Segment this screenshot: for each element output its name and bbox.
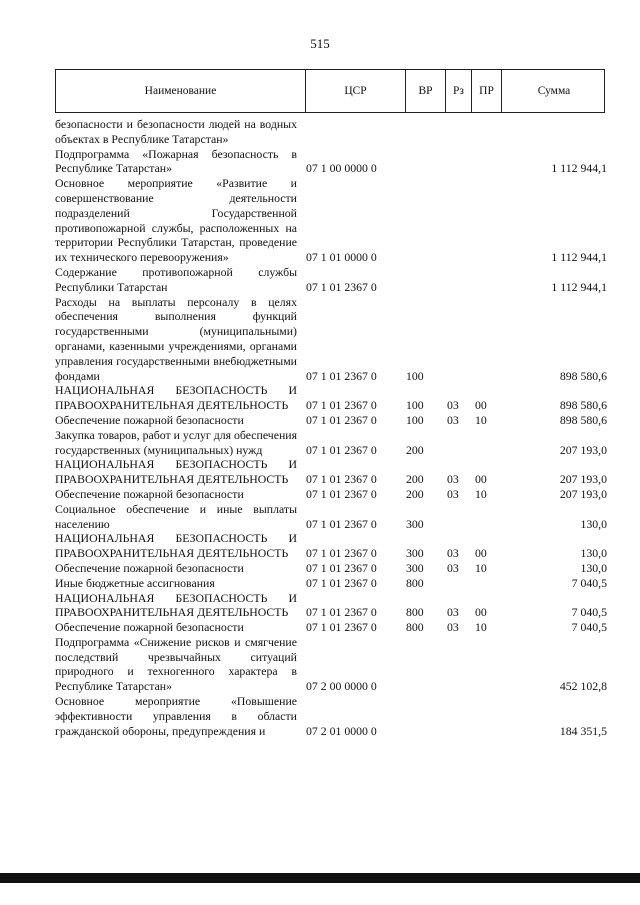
- row-sum: 898 580,6: [559, 398, 607, 413]
- row-vr: 100: [406, 398, 424, 413]
- row-pr: 00: [475, 605, 487, 620]
- row-pr: 10: [475, 620, 487, 635]
- header-sum: Сумма: [501, 70, 606, 112]
- table-body: [55, 117, 607, 738]
- table-row: [55, 117, 607, 147]
- header-csr: ЦСР: [305, 70, 405, 112]
- row-name: Обеспечение пожарной безопасности: [55, 486, 244, 501]
- header-vr: ВР: [405, 70, 445, 112]
- row-csr: 07 1 01 2367 0: [306, 412, 377, 427]
- row-sum: 452 102,8: [559, 679, 607, 694]
- table-row: [55, 591, 607, 621]
- row-vr: 800: [406, 605, 424, 620]
- row-csr: 07 2 01 0000 0: [306, 723, 377, 738]
- row-sum: 7 040,5: [571, 620, 607, 635]
- row-name: Основное мероприятие «Развитие и совершенствование деятельности подразделений Государственной противопожарной службы, расположенных на территории Республики Татарстан, проведение их технического перевооружения»: [55, 176, 297, 265]
- row-rz: 03: [447, 486, 459, 501]
- row-sum: 130,0: [580, 546, 607, 561]
- row-name: Обеспечение пожарной безопасности: [55, 412, 244, 427]
- row-name: НАЦИОНАЛЬНАЯ БЕЗОПАСНОСТЬ И ПРАВООХРАНИТЕЛЬНАЯ ДЕЯТЕЛЬНОСТЬ: [55, 383, 297, 413]
- table-row: [55, 383, 607, 413]
- row-csr: 07 1 01 2367 0: [306, 620, 377, 635]
- row-vr: 200: [406, 486, 424, 501]
- row-vr: 200: [406, 472, 424, 487]
- page-number: 515: [310, 36, 330, 51]
- row-csr: 07 1 01 2367 0: [306, 486, 377, 501]
- row-name: Основное мероприятие «Повышение эффективности управления в области гражданской обороны, предупреждения и: [55, 694, 297, 738]
- row-sum: 184 351,5: [559, 723, 607, 738]
- row-sum: 7 040,5: [571, 605, 607, 620]
- table-row: [55, 620, 607, 635]
- table-row: [55, 428, 607, 458]
- table-row: [55, 457, 607, 487]
- row-csr: 07 1 01 2367 0: [306, 546, 377, 561]
- row-name: Закупка товаров, работ и услуг для обеспечения государственных (муниципальных) нужд: [55, 427, 297, 457]
- row-csr: 07 1 00 0000 0: [306, 161, 377, 176]
- row-rz: 03: [447, 398, 459, 413]
- row-name: Обеспечение пожарной безопасности: [55, 620, 244, 635]
- table-row: [55, 531, 607, 561]
- row-sum: 7 040,5: [571, 575, 607, 590]
- table-row: [55, 176, 607, 265]
- row-csr: 07 1 01 2367 0: [306, 398, 377, 413]
- row-rz: 03: [447, 412, 459, 427]
- row-pr: 10: [475, 412, 487, 427]
- scan-edge-bar: [0, 873, 640, 883]
- row-sum: 1 112 944,1: [551, 279, 607, 294]
- table-header: [55, 69, 605, 113]
- row-pr: 00: [475, 472, 487, 487]
- table-row: [55, 265, 607, 295]
- row-sum: 1 112 944,1: [551, 161, 607, 176]
- row-name: Подпрограмма «Снижение рисков и смягчение последствий чрезвычайных ситуаций природного и техногенного характера в Республике Татарстан»: [55, 634, 297, 694]
- row-sum: 898 580,6: [559, 368, 607, 383]
- row-csr: 07 2 00 0000 0: [306, 679, 377, 694]
- row-name: безопасности и безопасности людей на водных объектах в Республике Татарстан»: [55, 117, 297, 146]
- row-csr: 07 1 01 2367 0: [306, 472, 377, 487]
- row-rz: 03: [447, 605, 459, 620]
- row-name: Социальное обеспечение и иные выплаты населению: [55, 501, 297, 531]
- row-csr: 07 1 01 2367 0: [306, 368, 377, 383]
- header-rz: Рз: [445, 70, 471, 112]
- row-pr: 10: [475, 486, 487, 501]
- row-name: НАЦИОНАЛЬНАЯ БЕЗОПАСНОСТЬ И ПРАВООХРАНИТЕЛЬНАЯ ДЕЯТЕЛЬНОСТЬ: [55, 457, 297, 487]
- row-csr: 07 1 01 0000 0: [306, 250, 377, 265]
- row-vr: 100: [406, 368, 424, 383]
- row-name: НАЦИОНАЛЬНАЯ БЕЗОПАСНОСТЬ И ПРАВООХРАНИТЕЛЬНАЯ ДЕЯТЕЛЬНОСТЬ: [55, 531, 297, 561]
- row-vr: 300: [406, 516, 424, 531]
- row-vr: 200: [406, 442, 424, 457]
- table-row: [55, 694, 607, 738]
- row-csr: 07 1 01 2367 0: [306, 560, 377, 575]
- row-csr: 07 1 01 2367 0: [306, 279, 377, 294]
- row-vr: 800: [406, 620, 424, 635]
- row-pr: 00: [475, 546, 487, 561]
- row-pr: 00: [475, 398, 487, 413]
- row-vr: 100: [406, 412, 424, 427]
- row-name: Иные бюджетные ассигнования: [55, 575, 215, 590]
- header-name: Наименование: [144, 85, 217, 97]
- row-pr: 10: [475, 560, 487, 575]
- row-csr: 07 1 01 2367 0: [306, 516, 377, 531]
- table-row: [55, 576, 607, 591]
- header-pr: ПР: [471, 70, 501, 112]
- row-csr: 07 1 01 2367 0: [306, 442, 377, 457]
- row-sum: 1 112 944,1: [551, 250, 607, 265]
- row-sum: 207 193,0: [559, 472, 607, 487]
- row-sum: 207 193,0: [559, 486, 607, 501]
- row-sum: 130,0: [580, 560, 607, 575]
- row-vr: 300: [406, 546, 424, 561]
- row-name: Содержание противопожарной службы Республики Татарстан: [55, 264, 297, 294]
- row-sum: 207 193,0: [559, 442, 607, 457]
- row-vr: 800: [406, 575, 424, 590]
- row-csr: 07 1 01 2367 0: [306, 605, 377, 620]
- row-rz: 03: [447, 620, 459, 635]
- table-row: [55, 413, 607, 428]
- table-row: [55, 561, 607, 576]
- table-row: [55, 147, 607, 177]
- row-sum: 130,0: [580, 516, 607, 531]
- row-name: Обеспечение пожарной безопасности: [55, 560, 244, 575]
- row-rz: 03: [447, 546, 459, 561]
- row-name: Подпрограмма «Пожарная безопасность в Республике Татарстан»: [55, 146, 297, 176]
- table-row: [55, 635, 607, 694]
- row-csr: 07 1 01 2367 0: [306, 575, 377, 590]
- table-row: [55, 502, 607, 532]
- row-sum: 898 580,6: [559, 412, 607, 427]
- table-row: [55, 295, 607, 384]
- table-row: [55, 487, 607, 502]
- row-rz: 03: [447, 472, 459, 487]
- row-name: Расходы на выплаты персоналу в целях обеспечения выполнения функций государственными (муниципальными) органами, казенными учреждениями, органами управления государственными внебюджетными фондами: [55, 294, 297, 383]
- row-name: НАЦИОНАЛЬНАЯ БЕЗОПАСНОСТЬ И ПРАВООХРАНИТЕЛЬНАЯ ДЕЯТЕЛЬНОСТЬ: [55, 590, 297, 620]
- row-vr: 300: [406, 560, 424, 575]
- row-rz: 03: [447, 560, 459, 575]
